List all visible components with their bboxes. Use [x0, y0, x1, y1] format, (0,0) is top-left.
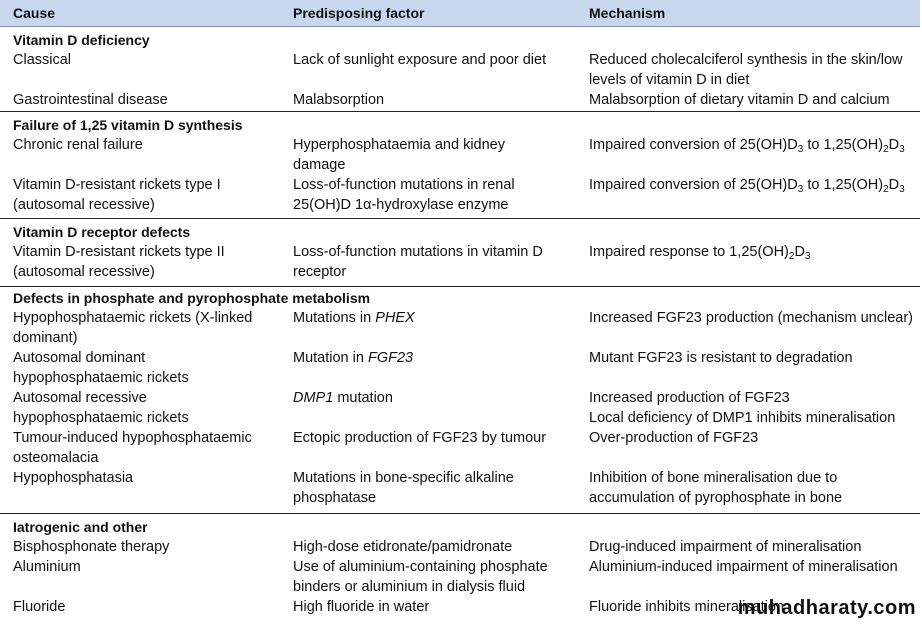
cell-cause: Fluoride — [13, 599, 66, 615]
cell-mechanism: Drug-induced impairment of mineralisation — [589, 539, 862, 555]
cell-factor: DMP1 mutation — [293, 390, 393, 406]
cell-factor: Lack of sunlight exposure and poor diet — [293, 52, 547, 68]
cell-factor: Loss-of-function mutations in vitamin D receptor — [293, 244, 543, 280]
cell-cause: Hypophosphataemic rickets (X-linked dominant) — [13, 310, 253, 346]
section-title: Vitamin D receptor defects — [13, 224, 191, 240]
section-title: Defects in phosphate and pyrophosphate metabolism — [13, 290, 371, 306]
cell-cause: Vitamin D-resistant rickets type I (autosomal recessive) — [13, 177, 221, 213]
cell-mechanism: Increased FGF23 production (mechanism unclear) — [589, 310, 913, 326]
table-row — [0, 557, 920, 597]
table-row — [0, 50, 920, 90]
cell-cause: Vitamin D-resistant rickets type II (autosomal recessive) — [13, 244, 225, 280]
cell-factor: High-dose etidronate/pamidronate — [293, 539, 513, 555]
table-body — [0, 27, 920, 624]
cell-cause: Gastrointestinal disease — [13, 92, 168, 108]
section-failure-synthesis — [0, 112, 920, 219]
header-mechanism: Mechanism — [589, 5, 666, 21]
table-row — [0, 428, 920, 468]
header-cause: Cause — [13, 5, 56, 21]
cell-mechanism: Mutant FGF23 is resistant to degradation — [589, 350, 853, 366]
cell-mechanism: Reduced cholecalciferol synthesis in the skin/low levels of vitamin D in diet — [589, 52, 903, 88]
cell-factor: Use of aluminium-containing phosphate binders or aluminium in dialysis fluid — [293, 559, 548, 595]
table-row — [0, 537, 920, 557]
table-row — [0, 135, 920, 175]
cell-mechanism: Impaired conversion of $25(OH)D_3$ to $1,25(OH)_2D_3$ — [589, 177, 905, 195]
table-row — [0, 308, 920, 348]
table-row — [0, 388, 920, 428]
cell-mechanism: Over-production of FGF23 — [589, 430, 759, 446]
cell-cause: Bisphosphonate therapy — [13, 539, 170, 555]
cell-factor: Hyperphosphataemia and kidney damage — [293, 137, 505, 173]
cell-factor: Mutation in FGF23 — [293, 350, 414, 366]
table-row — [0, 348, 920, 388]
cell-factor: Loss-of-function mutations in renal 25(OH)D 1α-hydroxylase enzyme — [293, 177, 515, 213]
cell-mechanism: Impaired conversion of $25(OH)D_3$ to $1,25(OH)_2D_3$ — [589, 137, 905, 155]
table-row — [0, 175, 920, 215]
section-vitamin-d-deficiency — [0, 27, 920, 112]
cell-mechanism: Malabsorption of dietary vitamin D and calcium — [589, 92, 890, 108]
table-row — [0, 468, 920, 508]
cell-cause: Hypophosphatasia — [13, 470, 134, 486]
table-row — [0, 242, 920, 282]
table-row — [0, 90, 920, 110]
cell-factor: Mutations in PHEX — [293, 310, 415, 326]
cell-mechanism: Aluminium-induced impairment of mineralisation — [589, 559, 898, 575]
cell-cause: Autosomal recessive hypophosphataemic rickets — [13, 390, 189, 426]
cell-factor: Ectopic production of FGF23 by tumour — [293, 430, 547, 446]
cell-cause: Tumour-induced hypophosphataemic osteomalacia — [13, 430, 252, 466]
section-title: Vitamin D deficiency — [13, 32, 150, 48]
section-title: Iatrogenic and other — [13, 519, 148, 535]
header-predisposing-factor: Predisposing factor — [293, 5, 425, 21]
cell-factor: Malabsorption — [293, 92, 385, 108]
section-phosphate-defects — [0, 287, 920, 514]
cell-mechanism: Increased production of FGF23 Local deficiency of DMP1 inhibits mineralisation — [589, 390, 896, 426]
cell-cause: Chronic renal failure — [13, 137, 143, 153]
cell-mechanism: Inhibition of bone mineralisation due to accumulation of pyrophosphate in bone — [589, 470, 843, 506]
cell-mechanism: Fluoride inhibits mineralisation — [589, 599, 785, 615]
cell-mechanism: Impaired response to $1,25(OH)_2D_3$ — [589, 244, 811, 262]
cell-factor: High fluoride in water — [293, 599, 430, 615]
cell-cause: Classical — [13, 52, 72, 68]
cell-factor: Mutations in bone-specific alkaline phosphatase — [293, 470, 514, 506]
table-header — [0, 0, 920, 27]
section-receptor-defects — [0, 219, 920, 287]
cell-cause: Aluminium — [13, 559, 81, 575]
cell-cause: Autosomal dominant hypophosphataemic rickets — [13, 350, 189, 386]
watermark: muhadharaty.com — [737, 597, 916, 619]
section-title: Failure of 1,25 vitamin D synthesis — [13, 117, 243, 133]
